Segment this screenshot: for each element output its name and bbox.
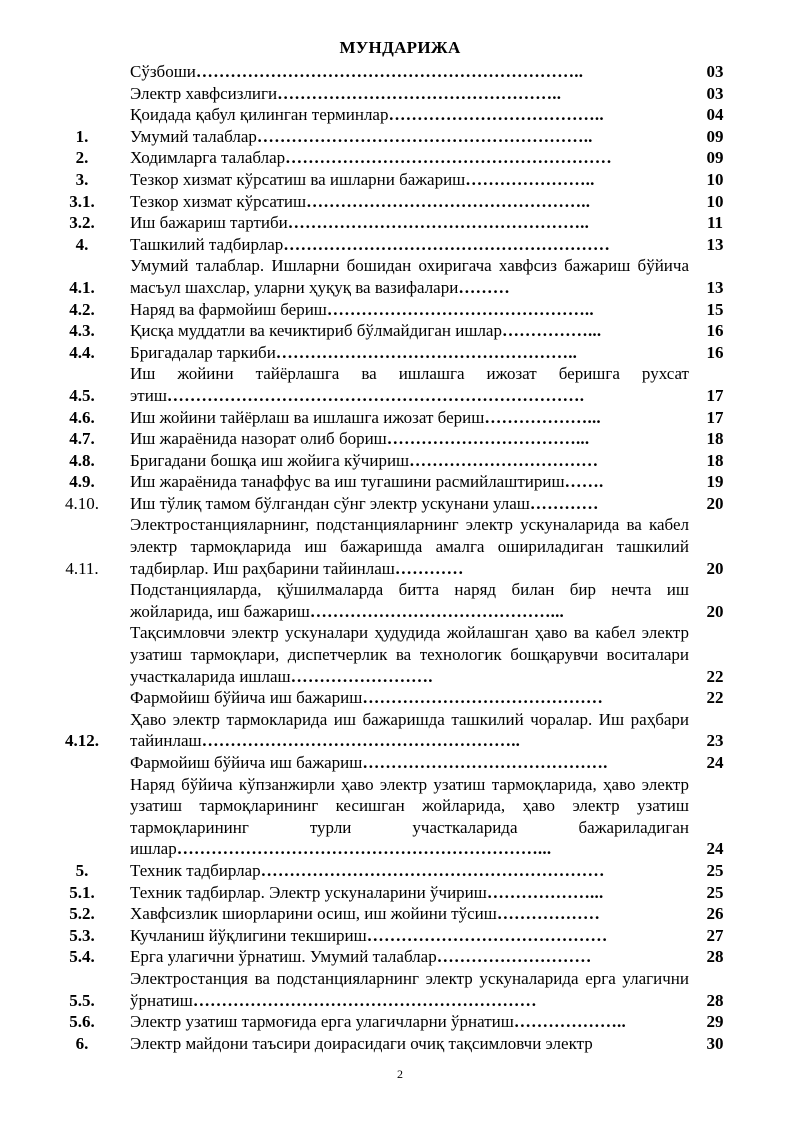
- toc-entry-leader-dots: …………: [529, 493, 599, 513]
- toc-entry: [0, 407, 800, 429]
- toc-entry-number: 4.2.: [69, 299, 95, 319]
- toc-entry-number: 6.: [75, 1033, 89, 1053]
- toc-entry: [0, 126, 800, 148]
- toc-entry-leader-dots: …………………………………….: [362, 753, 608, 772]
- toc-entry: [0, 104, 800, 126]
- toc-entry-page: 27: [706, 925, 724, 945]
- toc-entry-leader-dots: ………………………………………..: [326, 299, 594, 319]
- toc-entry-page: 28: [706, 947, 724, 967]
- toc-entry-page: 17: [706, 407, 724, 427]
- toc-entry-leader-dots: ………………………………………………………...: [176, 839, 552, 859]
- toc-entry-title: [130, 61, 689, 83]
- toc-entry-number: 4.6.: [69, 407, 95, 427]
- toc-entry-number: 4.7.: [69, 429, 95, 449]
- toc-entry-title-text: Подстанцияларда, қўшилмаларда битта наряд билан бир нечта иш жойларида, иш бажариш: [130, 580, 689, 621]
- toc-entry-title-text: Электр узатиш тармоғида ерга улагичларни ўрнатиш: [130, 1012, 514, 1032]
- toc-entry-leader-dots: ……………………………………...: [309, 601, 565, 621]
- toc-entry-title: [130, 687, 689, 709]
- toc-entry-title-text: Қоидада қабул қилинган терминлар: [130, 105, 389, 125]
- toc-entry-title: [130, 752, 689, 774]
- toc-entry-number: 3.2.: [69, 213, 95, 233]
- toc-entry: [0, 493, 800, 515]
- toc-entry-page: 24: [706, 839, 724, 859]
- toc-entry-page: 11: [706, 213, 724, 233]
- toc-entry-number: 4.11.: [65, 558, 99, 578]
- toc-entry-page: 13: [706, 277, 724, 297]
- toc-entry-number: 5.3.: [69, 925, 95, 945]
- toc-entry-title-text: Техник тадбирлар: [130, 860, 261, 880]
- toc-entry: [0, 903, 800, 925]
- toc-entry-number: 5.5.: [69, 990, 95, 1010]
- toc-entry-page: 24: [706, 753, 724, 772]
- toc-entry-page: 25: [706, 882, 724, 902]
- toc-entry-page: 20: [706, 558, 724, 578]
- toc-entry: [0, 450, 800, 472]
- toc-entry-title-text: Тезкор хизмат кўрсатиш ва ишларни бажариш: [130, 169, 466, 189]
- toc-entry-page: 30: [706, 1033, 724, 1053]
- toc-entry-number: 5.: [75, 860, 89, 880]
- toc-entry-leader-dots: ……………………………: [409, 450, 599, 470]
- toc-entry-title: [130, 126, 689, 148]
- toc-entry: [0, 299, 800, 321]
- toc-entry-title-text: Бригадани бошқа иш жойига кўчириш: [130, 450, 410, 470]
- toc-entry-title-text: Иш жараёнида танаффус ва иш тугашини расмийлаштириш: [130, 472, 565, 492]
- toc-entry: [0, 234, 800, 256]
- toc-entry-page: 09: [706, 148, 724, 168]
- toc-entry-leader-dots: ……………………………………………..: [287, 213, 590, 233]
- toc-entry-title: [130, 147, 689, 169]
- toc-entry-title: [130, 1033, 689, 1055]
- toc-entry-leader-dots: …………………………………………..: [277, 83, 562, 103]
- toc-entry-leader-dots: ……………………………...: [386, 429, 590, 449]
- toc-entry-leader-dots: ……………………………………………………: [260, 860, 605, 880]
- toc-entry-leader-dots: …………………….: [290, 666, 433, 686]
- toc-entry-title: [130, 622, 689, 687]
- toc-entry: [0, 147, 800, 169]
- toc-entry-title: [130, 579, 689, 622]
- toc-entry-leader-dots: …………………………………………………: [285, 148, 612, 168]
- toc-entry-title-text: Тақсимловчи электр ускуналари ҳудудида жойлашган ҳаво ва кабел электр узатиш тармоқлари, диспетчерлик ва технологик бошқарувчи воситалари участкаларида ишлаш: [130, 623, 689, 686]
- toc-entry-page: 10: [706, 191, 724, 211]
- toc-entry-title-text: Фармойиш бўйича иш бажариш: [130, 753, 363, 772]
- toc-entry-leader-dots: ………: [458, 277, 510, 297]
- toc-entry-number: 5.2.: [69, 904, 95, 924]
- toc-entry-title: [130, 320, 689, 342]
- toc-entry-leader-dots: ………………...: [484, 407, 601, 427]
- toc-entry-leader-dots: ………………...: [486, 882, 604, 902]
- toc-entry-title-text: Ходимларга талаблар: [130, 148, 286, 168]
- toc-entry-leader-dots: …………………..: [465, 169, 595, 189]
- toc-entry-leader-dots: …………………………………………………………..: [195, 62, 584, 81]
- page-title: МУНДАРИЖА: [339, 38, 461, 57]
- toc-entry-title: [130, 191, 689, 213]
- toc-entry-title-text: Наряд ва фармойиш бериш: [130, 299, 327, 319]
- toc-entry-leader-dots: ………………………: [436, 947, 592, 967]
- toc-entry-title: [130, 968, 689, 1011]
- toc-entry-title-text: Сўзбоши: [130, 62, 196, 81]
- toc-entry-title-text: Техник тадбирлар. Электр ускуналарини ўчириш: [130, 882, 487, 902]
- toc-entry-page: 22: [706, 666, 724, 686]
- toc-entry: [0, 169, 800, 191]
- toc-entry-number: 4.9.: [69, 472, 95, 492]
- toc-entry-title: [130, 407, 689, 429]
- toc-entry: [0, 471, 800, 493]
- toc-entry: [0, 61, 800, 83]
- toc-entry: [0, 946, 800, 968]
- toc-entry-title-text: Кучланиш йўқлигини текшириш: [130, 925, 367, 945]
- toc-entry-page: 25: [706, 860, 724, 880]
- toc-entry-title-text: Иш жойини тайёрлаш ва ишлашга ижозат бериш: [130, 407, 485, 427]
- toc-entry: [0, 255, 800, 298]
- toc-entry-title: [130, 212, 689, 234]
- toc-entry-page: 19: [706, 472, 724, 492]
- toc-entry-title: [130, 299, 689, 321]
- toc-entry-page: 16: [706, 321, 724, 341]
- toc-entry-title: [130, 709, 689, 752]
- toc-entry-title: [130, 450, 689, 472]
- toc-entry-title: [130, 882, 689, 904]
- toc-entry-number: 4.1.: [69, 277, 95, 297]
- toc-entry-page: 20: [706, 493, 724, 513]
- toc-entry-title-text: Фармойиш бўйича иш бажариш: [130, 688, 363, 708]
- toc-entry: [0, 752, 800, 774]
- toc-entry-title: [130, 946, 689, 968]
- toc-entry-title-text: Иш тўлиқ тамом бўлгандан сўнг электр ускунани улаш: [130, 493, 530, 513]
- toc-entry-title-text: Иш жараёнида назорат олиб бориш: [130, 429, 387, 449]
- toc-entry-title: [130, 903, 689, 925]
- toc-entry-leader-dots: ……………………………………………………………….: [166, 385, 585, 405]
- toc-entry-number: 3.1.: [69, 191, 95, 211]
- toc-entry: [0, 1011, 800, 1033]
- toc-entry-page: 29: [706, 1012, 724, 1032]
- toc-entry-leader-dots: …………………………………………………: [283, 234, 611, 254]
- toc-entry: [0, 968, 800, 1011]
- toc-entry-page: 28: [706, 990, 724, 1010]
- toc-entry-leader-dots: ……………………………………: [366, 925, 608, 945]
- toc-entry: [0, 1033, 800, 1055]
- toc-entry-number: 4.3.: [69, 321, 95, 341]
- toc-entry-leader-dots: …………: [394, 558, 464, 578]
- toc-entry-number: 2.: [75, 148, 89, 168]
- toc-entry-number: 4.4.: [69, 342, 95, 362]
- toc-entry-page: 15: [706, 299, 724, 319]
- toc-entry-title-text: Электр хавфсизлиги: [130, 83, 278, 103]
- toc-entry-title: [130, 234, 689, 256]
- toc-entry: [0, 860, 800, 882]
- toc-entry-leader-dots: ……………………………………………………: [192, 990, 537, 1010]
- toc-entry-title-text: Иш жойини тайёрлашга ва ишлашга ижозат беришга рухсат этиш: [130, 364, 689, 405]
- toc-entry-leader-dots: …….: [564, 472, 604, 492]
- toc-entry-title-text: Умумий талаблар: [130, 126, 257, 146]
- toc-entry-number: 4.8.: [69, 450, 95, 470]
- toc-entry-title: [130, 471, 689, 493]
- toc-entry-page: 09: [706, 126, 724, 146]
- toc-entry-leader-dots: …………………………………………..: [306, 191, 591, 211]
- toc-entry-leader-dots: ………………………………………………..: [201, 731, 521, 751]
- toc-entry: [0, 925, 800, 947]
- toc-entry-title: [130, 925, 689, 947]
- toc-entry-number: 3.: [75, 169, 89, 189]
- toc-entry-title: [130, 514, 689, 579]
- toc-entry-page: 23: [706, 731, 724, 751]
- toc-entry: [0, 709, 800, 752]
- toc-entry: [0, 191, 800, 213]
- toc-entry: [0, 428, 800, 450]
- toc-entry-number: 5.1.: [69, 882, 95, 902]
- toc-entry-title: [130, 1011, 689, 1033]
- toc-entry: [0, 774, 800, 860]
- toc-entry-title-text: Иш бажариш тартиби: [130, 213, 288, 233]
- toc-entry: [0, 882, 800, 904]
- toc-entry-leader-dots: ……………………………………: [362, 688, 604, 708]
- toc-entry-title-text: Ташкилий тадбирлар: [130, 234, 284, 254]
- toc-entry-page: 04: [706, 105, 724, 125]
- toc-entry-page: 18: [706, 429, 724, 449]
- toc-entry-title-text: Электростанцияларнинг, подстанцияларнинг электр ускуналарида ва кабел электр тармоқларида иш бажаришда амалга ошириладиган ташкилий тадбирлар. Иш раҳбарини тайинлаш: [130, 515, 689, 578]
- toc-entry: [0, 363, 800, 406]
- page-number: 2: [397, 1067, 403, 1081]
- toc-entry-leader-dots: ……………...: [501, 321, 602, 341]
- toc-entry-number: 4.: [75, 234, 89, 254]
- toc-entry-page: 22: [706, 688, 724, 708]
- toc-entry-leader-dots: …………………………………………………..: [256, 126, 593, 146]
- toc-entry-number: 4.12.: [65, 731, 99, 751]
- toc-entry-page: 10: [706, 169, 724, 189]
- toc-entry-number: 1.: [75, 126, 89, 146]
- toc-entry-title: [130, 255, 689, 298]
- toc-entry-page: 17: [706, 385, 724, 405]
- toc-entry-title: [130, 104, 689, 126]
- toc-entry-title: [130, 83, 689, 105]
- toc-entry-number: 5.4.: [69, 947, 95, 967]
- toc-entry-title-text: Наряд бўйича кўпзанжирли ҳаво электр узатиш тармоқларида, ҳаво электр узатиш тармоқларининг кесишган жойларида, ҳаво электр узатиш тармоқларининг турли участкаларида бажариладиган ишлар: [130, 774, 689, 859]
- toc-entry-page: 18: [706, 450, 724, 470]
- toc-entry-title: [130, 493, 689, 515]
- toc-entry-number: 4.5.: [69, 385, 95, 405]
- toc-entry-page: 16: [706, 342, 724, 362]
- table-of-contents: [0, 61, 800, 1054]
- toc-entry: [0, 212, 800, 234]
- toc-entry-page: 03: [706, 62, 724, 81]
- toc-entry-title: [130, 169, 689, 191]
- toc-entry-title: [130, 774, 689, 860]
- toc-entry-title: [130, 860, 689, 882]
- toc-entry-title-text: Электр майдони таъсири доирасидаги очиқ тақсимловчи электр: [130, 1033, 593, 1053]
- toc-entry-leader-dots: ………………………………..: [388, 105, 604, 125]
- toc-entry-title-text: Қисқа муддатли ва кечиктириб бўлмайдиган ишлар: [130, 321, 502, 341]
- toc-entry-title-text: Умумий талаблар. Ишларни бошидан охиригача хавфсиз бажариш бўйича масъул шахслар, уларни ҳуқуқ ва вазифалари: [130, 256, 689, 297]
- toc-entry: [0, 83, 800, 105]
- toc-entry: [0, 514, 800, 579]
- toc-entry-page: 03: [706, 83, 724, 103]
- toc-entry: [0, 579, 800, 622]
- toc-entry-leader-dots: ………………..: [513, 1012, 626, 1032]
- toc-entry-number: 4.10.: [65, 493, 99, 513]
- toc-entry: [0, 342, 800, 364]
- toc-entry: [0, 622, 800, 687]
- toc-entry-title-text: Ҳаво электр тармокларида иш бажаришда ташкилий чоралар. Иш раҳбари тайинлаш: [130, 709, 689, 751]
- toc-entry-title-text: Ерга улагични ўрнатиш. Умумий талаблар: [130, 947, 437, 967]
- toc-entry-title-text: Бригадалар таркиби: [130, 342, 276, 362]
- toc-entry-page: 20: [706, 601, 724, 621]
- toc-entry-leader-dots: ……………………………………………..: [275, 342, 578, 362]
- toc-entry-title-text: Электростанция ва подстанцияларнинг электр ускуналарида ерга улагични ўрнатиш: [130, 968, 689, 1010]
- toc-entry-title-text: Хавфсизлик шиорларини осиш, иш жойини тўсиш: [130, 904, 497, 924]
- toc-entry-title-text: Тезкор хизмат кўрсатиш: [130, 191, 307, 211]
- toc-entry-page: 13: [706, 234, 724, 254]
- toc-entry-title: [130, 363, 689, 406]
- toc-entry: [0, 320, 800, 342]
- toc-entry-title: [130, 428, 689, 450]
- toc-entry: [0, 687, 800, 709]
- toc-entry-page: 26: [706, 904, 724, 924]
- toc-entry-number: 5.6.: [69, 1012, 95, 1032]
- toc-entry-leader-dots: ………………: [496, 904, 601, 924]
- toc-entry-title: [130, 342, 689, 364]
